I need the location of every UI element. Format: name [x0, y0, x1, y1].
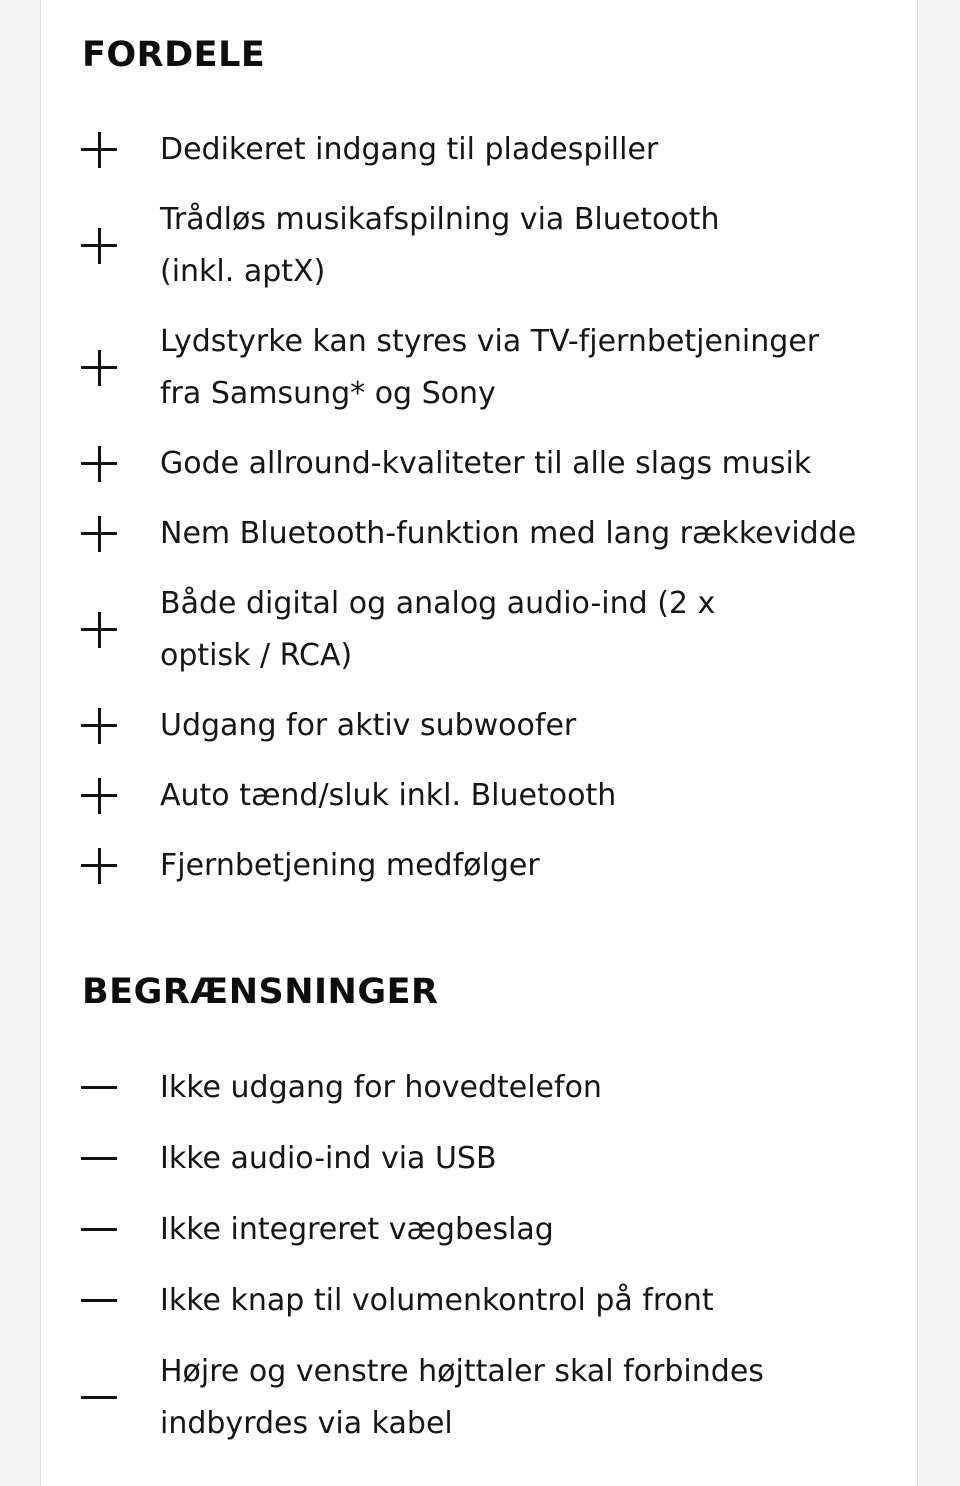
plus-icon	[81, 708, 117, 744]
minus-icon	[81, 1070, 117, 1106]
plus-icon	[81, 516, 117, 552]
cons-item-text: Højre og venstre højttaler skal forbindes indbyrdes via kabel	[160, 1354, 764, 1441]
pros-list-item	[41, 438, 919, 490]
pros-list-item	[41, 578, 919, 682]
pros-list-item	[41, 508, 919, 560]
cons-item-text: Ikke audio-ind via USB	[160, 1141, 497, 1176]
plus-icon	[81, 350, 117, 386]
pros-list-item	[41, 194, 919, 298]
cons-heading: BEGRÆNSNINGER	[82, 972, 439, 1012]
cons-item-text: Ikke integreret vægbeslag	[160, 1212, 554, 1247]
minus-icon	[81, 1380, 117, 1416]
pros-list-item	[41, 840, 919, 892]
plus-icon	[81, 612, 117, 648]
minus-icon	[81, 1283, 117, 1319]
pros-item-text: Fjernbetjening medfølger	[160, 848, 540, 883]
pros-item-text: Både digital og analog audio-ind (2 x optisk / RCA)	[160, 586, 716, 673]
minus-icon	[81, 1141, 117, 1177]
minus-icon	[81, 1212, 117, 1248]
cons-list-item	[41, 1204, 919, 1256]
content-card	[40, 0, 918, 1486]
pros-item-text: Gode allround-kvaliteter til alle slags musik	[160, 446, 812, 481]
cons-item-text: Ikke knap til volumenkontrol på front	[160, 1283, 714, 1318]
pros-item-text: Nem Bluetooth-funktion med lang rækkevidde	[160, 516, 857, 551]
pros-list	[41, 124, 919, 910]
cons-list-item	[41, 1346, 919, 1450]
cons-list-item	[41, 1062, 919, 1114]
pros-list-item	[41, 770, 919, 822]
pros-item-text: Trådløs musikafspilning via Bluetooth (inkl. aptX)	[160, 202, 720, 289]
cons-list	[41, 1062, 919, 1469]
pros-heading: FORDELE	[82, 35, 266, 75]
pros-list-item	[41, 124, 919, 176]
pros-item-text: Auto tænd/sluk inkl. Bluetooth	[160, 778, 617, 813]
plus-icon	[81, 446, 117, 482]
pros-list-item	[41, 316, 919, 420]
cons-list-item	[41, 1275, 919, 1327]
pros-item-text: Dedikeret indgang til pladespiller	[160, 132, 659, 167]
cons-list-item	[41, 1133, 919, 1185]
plus-icon	[81, 228, 117, 264]
plus-icon	[81, 132, 117, 168]
plus-icon	[81, 848, 117, 884]
plus-icon	[81, 778, 117, 814]
cons-item-text: Ikke udgang for hovedtelefon	[160, 1070, 602, 1105]
pros-item-text: Udgang for aktiv subwoofer	[160, 708, 577, 743]
pros-item-text: Lydstyrke kan styres via TV-fjernbetjeninger fra Samsung* og Sony	[160, 324, 820, 411]
pros-list-item	[41, 700, 919, 752]
